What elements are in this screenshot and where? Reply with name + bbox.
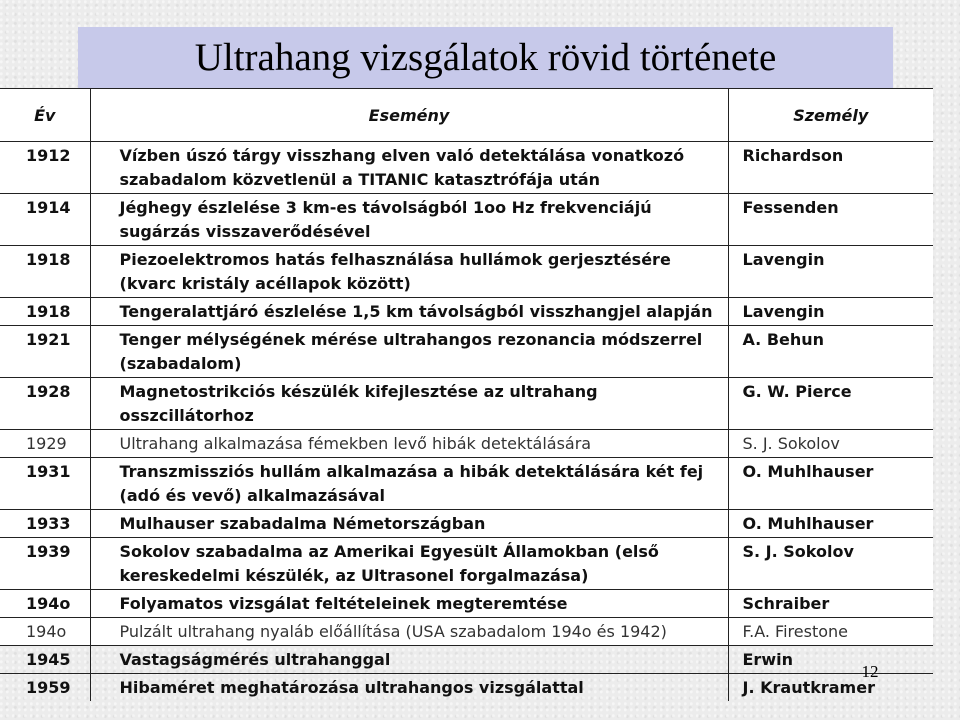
table-row (0, 618, 933, 646)
person-cell: Erwin (728, 646, 933, 674)
history-table (0, 88, 933, 701)
table-row (0, 674, 933, 702)
event-cell: Vastagságmérés ultrahanggal (90, 646, 728, 674)
person-cell: A. Behun (728, 326, 933, 378)
year-cell: 1945 (0, 646, 90, 674)
person-cell: J. Krautkramer (742, 678, 875, 697)
table-row (0, 510, 933, 538)
table-header-row (0, 89, 933, 142)
event-cell: Sokolov szabadalma az Amerikai Egyesült Államokban (első kereskedelmi készülék, az Ultrasonel forgalmazása) (90, 538, 728, 590)
table-row (0, 458, 933, 510)
table-row (0, 646, 933, 674)
event-cell: Pulzált ultrahang nyaláb előállítása (USA szabadalom 194o és 1942) (90, 618, 728, 646)
event-cell: Piezoelektromos hatás felhasználása hullámok gerjesztésére (kvarc kristály acéllapok között) (90, 246, 728, 298)
year-cell: 1928 (0, 378, 90, 430)
table-row (0, 194, 933, 246)
header-year: Év (0, 89, 90, 142)
table-row (0, 430, 933, 458)
title-band (78, 27, 893, 89)
year-cell: 1939 (0, 538, 90, 590)
year-cell: 1914 (0, 194, 90, 246)
year-cell: 1929 (0, 430, 90, 458)
page-number: 12 (861, 662, 879, 681)
person-cell: F.A. Firestone (728, 618, 933, 646)
person-cell: Schraiber (728, 590, 933, 618)
year-cell: 1912 (0, 142, 90, 194)
person-cell: Lavengin (728, 246, 933, 298)
table-row (0, 378, 933, 430)
history-table-container (0, 88, 933, 697)
event-cell: Hibaméret meghatározása ultrahangos vizsgálattal (90, 674, 728, 702)
person-cell: G. W. Pierce (728, 378, 933, 430)
event-cell: Vízben úszó tárgy visszhang elven való detektálása vonatkozó szabadalom közvetlenül a TITANIC katasztrófája után (90, 142, 728, 194)
table-row (0, 590, 933, 618)
person-cell: S. J. Sokolov (728, 538, 933, 590)
person-cell: Richardson (728, 142, 933, 194)
year-cell: 1959 (0, 674, 90, 702)
event-cell: Transzmissziós hullám alkalmazása a hibák detektálására két fej (adó és vevő) alkalmazásával (90, 458, 728, 510)
person-cell: Lavengin (728, 298, 933, 326)
table-row (0, 326, 933, 378)
person-cell: O. Muhlhauser (728, 510, 933, 538)
person-cell: S. J. Sokolov (728, 430, 933, 458)
header-person: Személy (728, 89, 933, 142)
table-row (0, 298, 933, 326)
year-cell: 194o (0, 618, 90, 646)
year-cell: 1921 (0, 326, 90, 378)
person-cell: O. Muhlhauser (728, 458, 933, 510)
person-cell: Fessenden (728, 194, 933, 246)
table-row (0, 246, 933, 298)
event-cell: Jéghegy észlelése 3 km-es távolságból 1oo Hz frekvenciájú sugárzás visszaverődésével (90, 194, 728, 246)
slide-title: Ultrahang vizsgálatok rövid története (194, 36, 777, 79)
table-body (0, 142, 933, 702)
year-cell: 194o (0, 590, 90, 618)
event-cell: Magnetostrikciós készülék kifejlesztése az ultrahang osszcillátorhoz (90, 378, 728, 430)
event-cell: Ultrahang alkalmazása fémekben levő hibák detektálására (90, 430, 728, 458)
year-cell: 1918 (0, 298, 90, 326)
header-event: Esemény (90, 89, 728, 142)
event-cell: Tenger mélységének mérése ultrahangos rezonancia módszerrel (szabadalom) (90, 326, 728, 378)
event-cell: Mulhauser szabadalma Németországban (90, 510, 728, 538)
year-cell: 1931 (0, 458, 90, 510)
event-cell: Folyamatos vizsgálat feltételeinek megteremtése (90, 590, 728, 618)
table-row (0, 538, 933, 590)
table-row (0, 142, 933, 194)
year-cell: 1933 (0, 510, 90, 538)
event-cell: Tengeralattjáró észlelése 1,5 km távolságból visszhangjel alapján (90, 298, 728, 326)
year-cell: 1918 (0, 246, 90, 298)
